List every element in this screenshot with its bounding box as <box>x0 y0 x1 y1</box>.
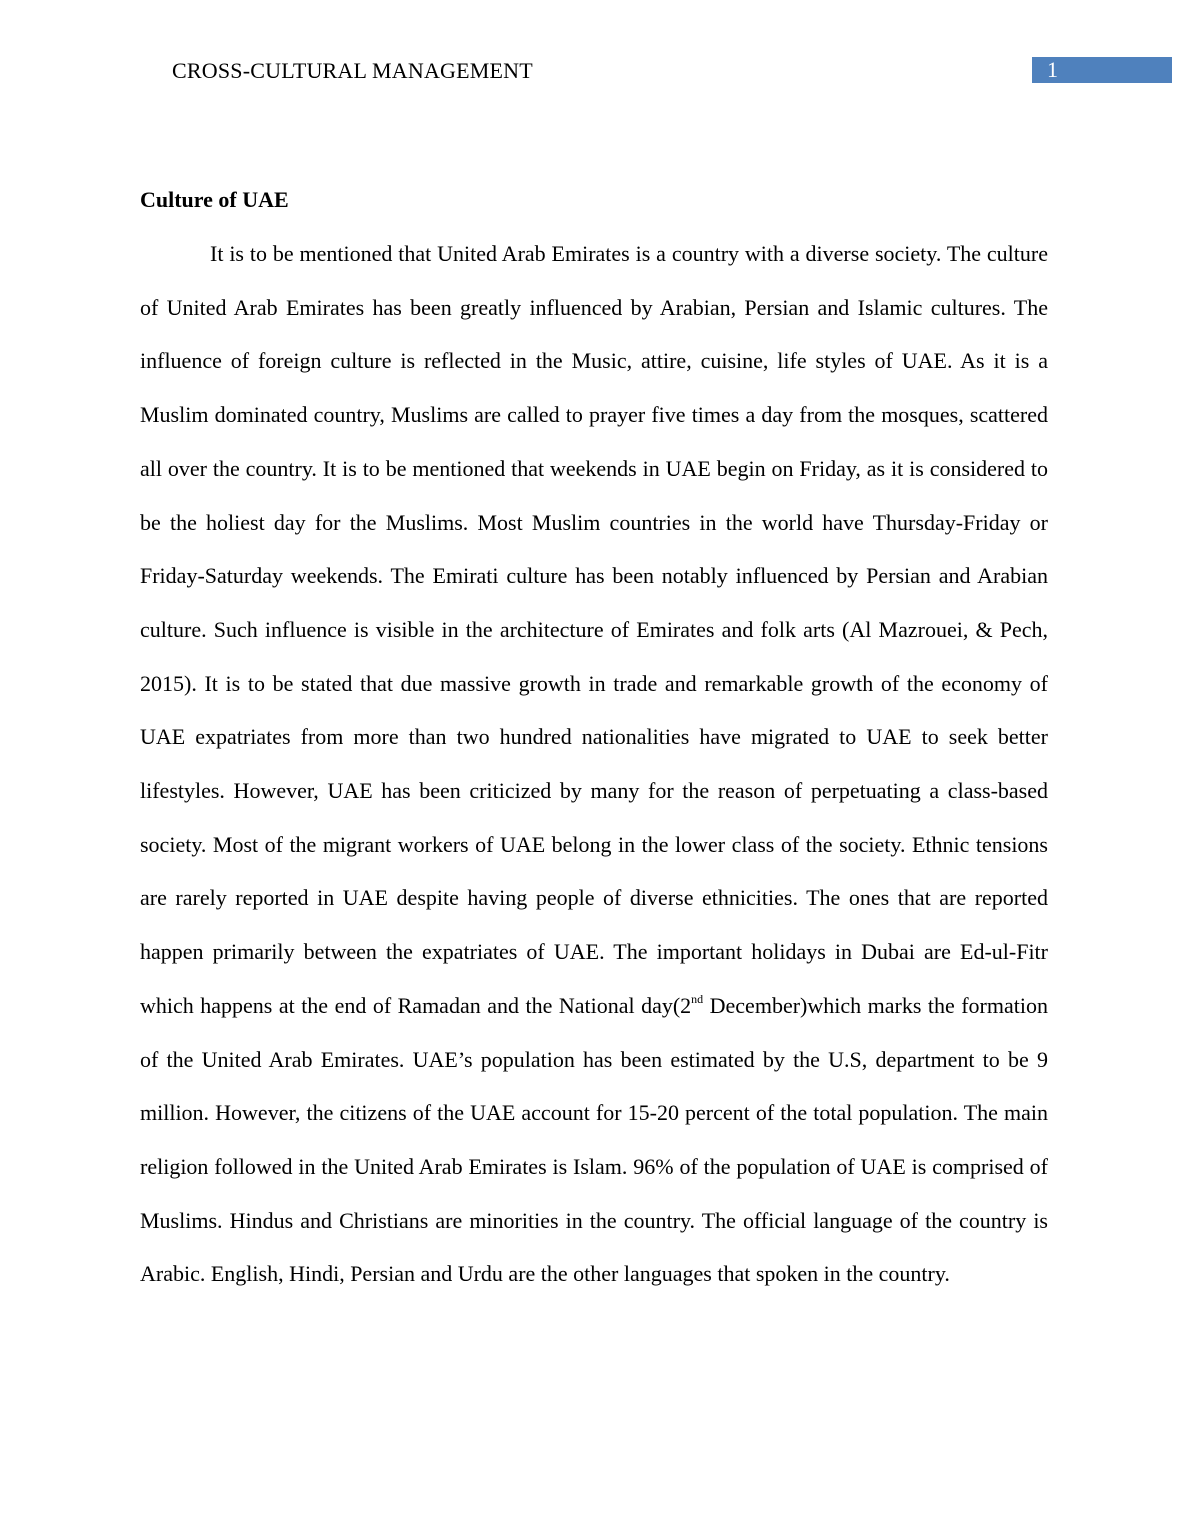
running-head-title: CROSS-CULTURAL MANAGEMENT <box>172 58 533 83</box>
section-heading: Culture of UAE <box>140 187 289 212</box>
body-paragraph <box>140 227 1048 1301</box>
page-number: 1 <box>1047 57 1058 82</box>
ordinal-superscript: nd <box>691 991 704 1006</box>
page-number-badge <box>1032 57 1172 83</box>
paragraph-text-part-2: December)which marks the formation of the United Arab Emirates. UAE’s population has been estimated by the U.S, department to be 9 million. However, the citizens of the UAE account for 15-20 percent of the total population. The main religion followed in the United Arab Emirates is Islam. 96% of the population of UAE is comprised of Muslims. Hindus and Christians are minorities in the country. The official language of the country is Arabic. English, Hindi, Persian and Urdu are the other languages that spoken in the country. <box>140 992 1048 1287</box>
paragraph-text-part-1: It is to be mentioned that United Arab Emirates is a country with a diverse society. The culture of United Arab Emirates has been greatly influenced by Arabian, Persian and Islamic cultures. The influence of foreign culture is reflected in the Music, attire, cuisine, life styles of UAE. As it is a Muslim dominated country, Muslims are called to prayer five times a day from the mosques, scattered all over the country. It is to be mentioned that weekends in UAE begin on Friday, as it is considered to be the holiest day for the Muslims. Most Muslim countries in the world have Thursday-Friday or Friday-Saturday weekends. The Emirati culture has been notably influenced by Persian and Arabian culture. Such influence is visible in the architecture of Emirates and folk arts (Al Mazrouei, & Pech, 2015). It is to be stated that due massive growth in trade and remarkable growth of the economy of UAE expatriates from more than two hundred nationalities have migrated to UAE to seek better lifestyles. However, UAE has been criticized by many for the reason of perpetuating a class-based society. Most of the migrant workers of UAE belong in the lower class of the society. Ethnic tensions are rarely reported in UAE despite having people of diverse ethnicities. The ones that are reported happen primarily between the expatriates of UAE. The important holidays in Dubai are Ed-ul-Fitr which happens at the end of Ramadan and the National day(2 <box>140 241 1048 1018</box>
